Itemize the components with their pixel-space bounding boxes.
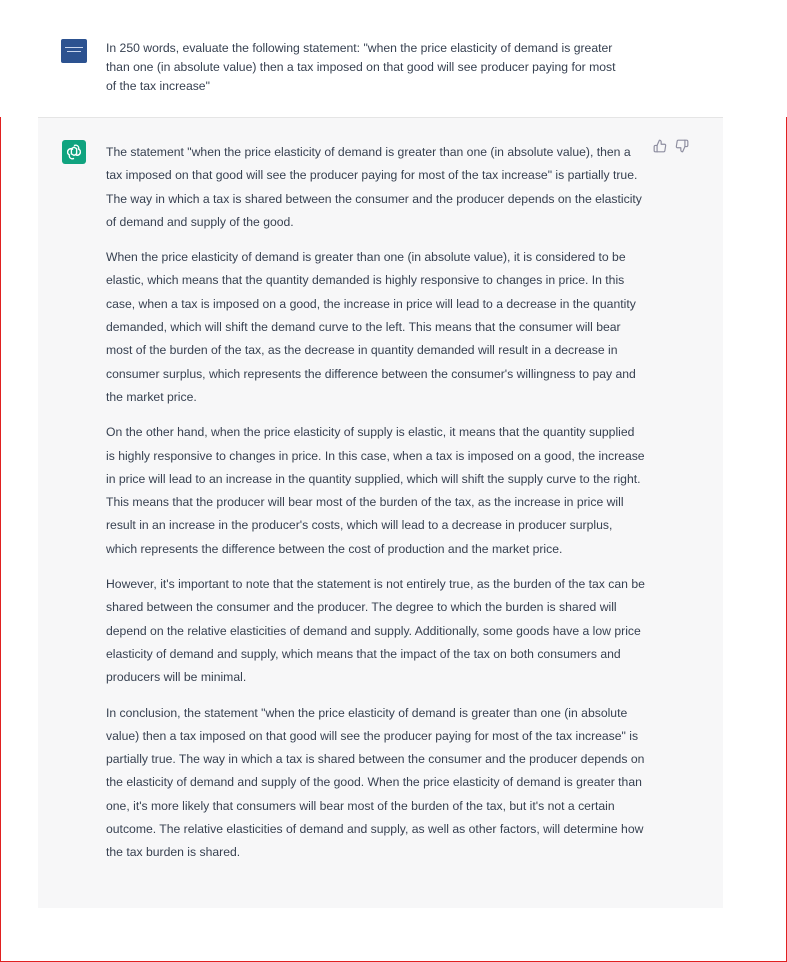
response-paragraph: The statement "when the price elasticity of demand is greater than one (in absolute value), then a tax imposed on that good will see the producer paying for most of the tax increase" is partially true. The way in which a tax is shared between the consumer and the producer depends on the elasticity of demand and supply of the good.	[106, 145, 642, 229]
user-message	[0, 0, 787, 117]
assistant-response	[106, 141, 646, 877]
response-paragraph: On the other hand, when the price elasticity of supply is elastic, it means that the quantity supplied is highly responsive to changes in price. In this case, when a tax is imposed on a good, the increase in price will lead to an increase in the quantity supplied, which will shift the supply curve to the right. This means that the producer will bear most of the burden of the tax, as the increase in price will result in an increase in the producer's costs, which will lead to a decrease in producer surplus, which represents the difference between the cost of production and the market price.	[106, 425, 645, 556]
response-paragraph: However, it's important to note that the statement is not entirely true, as the burden of the tax can be shared between the consumer and the producer. The degree to which the burden is shared will depend on the relative elasticities of demand and supply. Additionally, some goods have a low price elasticity of demand and supply, which means that the impact of the tax on both consumers and producers will be minimal.	[106, 577, 645, 685]
response-paragraph: When the price elasticity of demand is greater than one (in absolute value), it is considered to be elastic, which means that the quantity demanded is highly responsive to changes in price. In this case, when a tax is imposed on a good, the increase in price will lead to a decrease in the quantity demanded, which will shift the demand curve to the left. This means that the consumer will bear most of the burden of the tax, as the decrease in quantity demanded will result in a decrease in consumer surplus, which represents the difference between the consumer's willingness to pay and the market price.	[106, 250, 636, 404]
thumbs-down-icon[interactable]	[675, 139, 689, 153]
user-prompt-text: In 250 words, evaluate the following statement: "when the price elasticity of demand is greater than one (in absolute value) then a tax imposed on that good will see producer paying for most of the tax increase"	[106, 41, 616, 93]
response-paragraph: In conclusion, the statement "when the price elasticity of demand is greater than one (in absolute value) then a tax imposed on that good will see the producer paying for most of the tax increase" is partially true. The way in which a tax is shared between the consumer and the producer depends on the elasticity of demand and supply of the good. When the price elasticity of demand is greater than one, it's more likely that consumers will bear most of the burden of the tax, but it's not a certain outcome. The relative elasticities of demand and supply, as well as other factors, will determine how the tax burden is shared.	[106, 705, 645, 860]
feedback-buttons	[653, 139, 689, 153]
user-avatar-icon	[61, 39, 87, 63]
thumbs-up-icon[interactable]	[653, 139, 667, 153]
openai-logo-icon	[62, 140, 86, 164]
assistant-message	[38, 117, 723, 908]
